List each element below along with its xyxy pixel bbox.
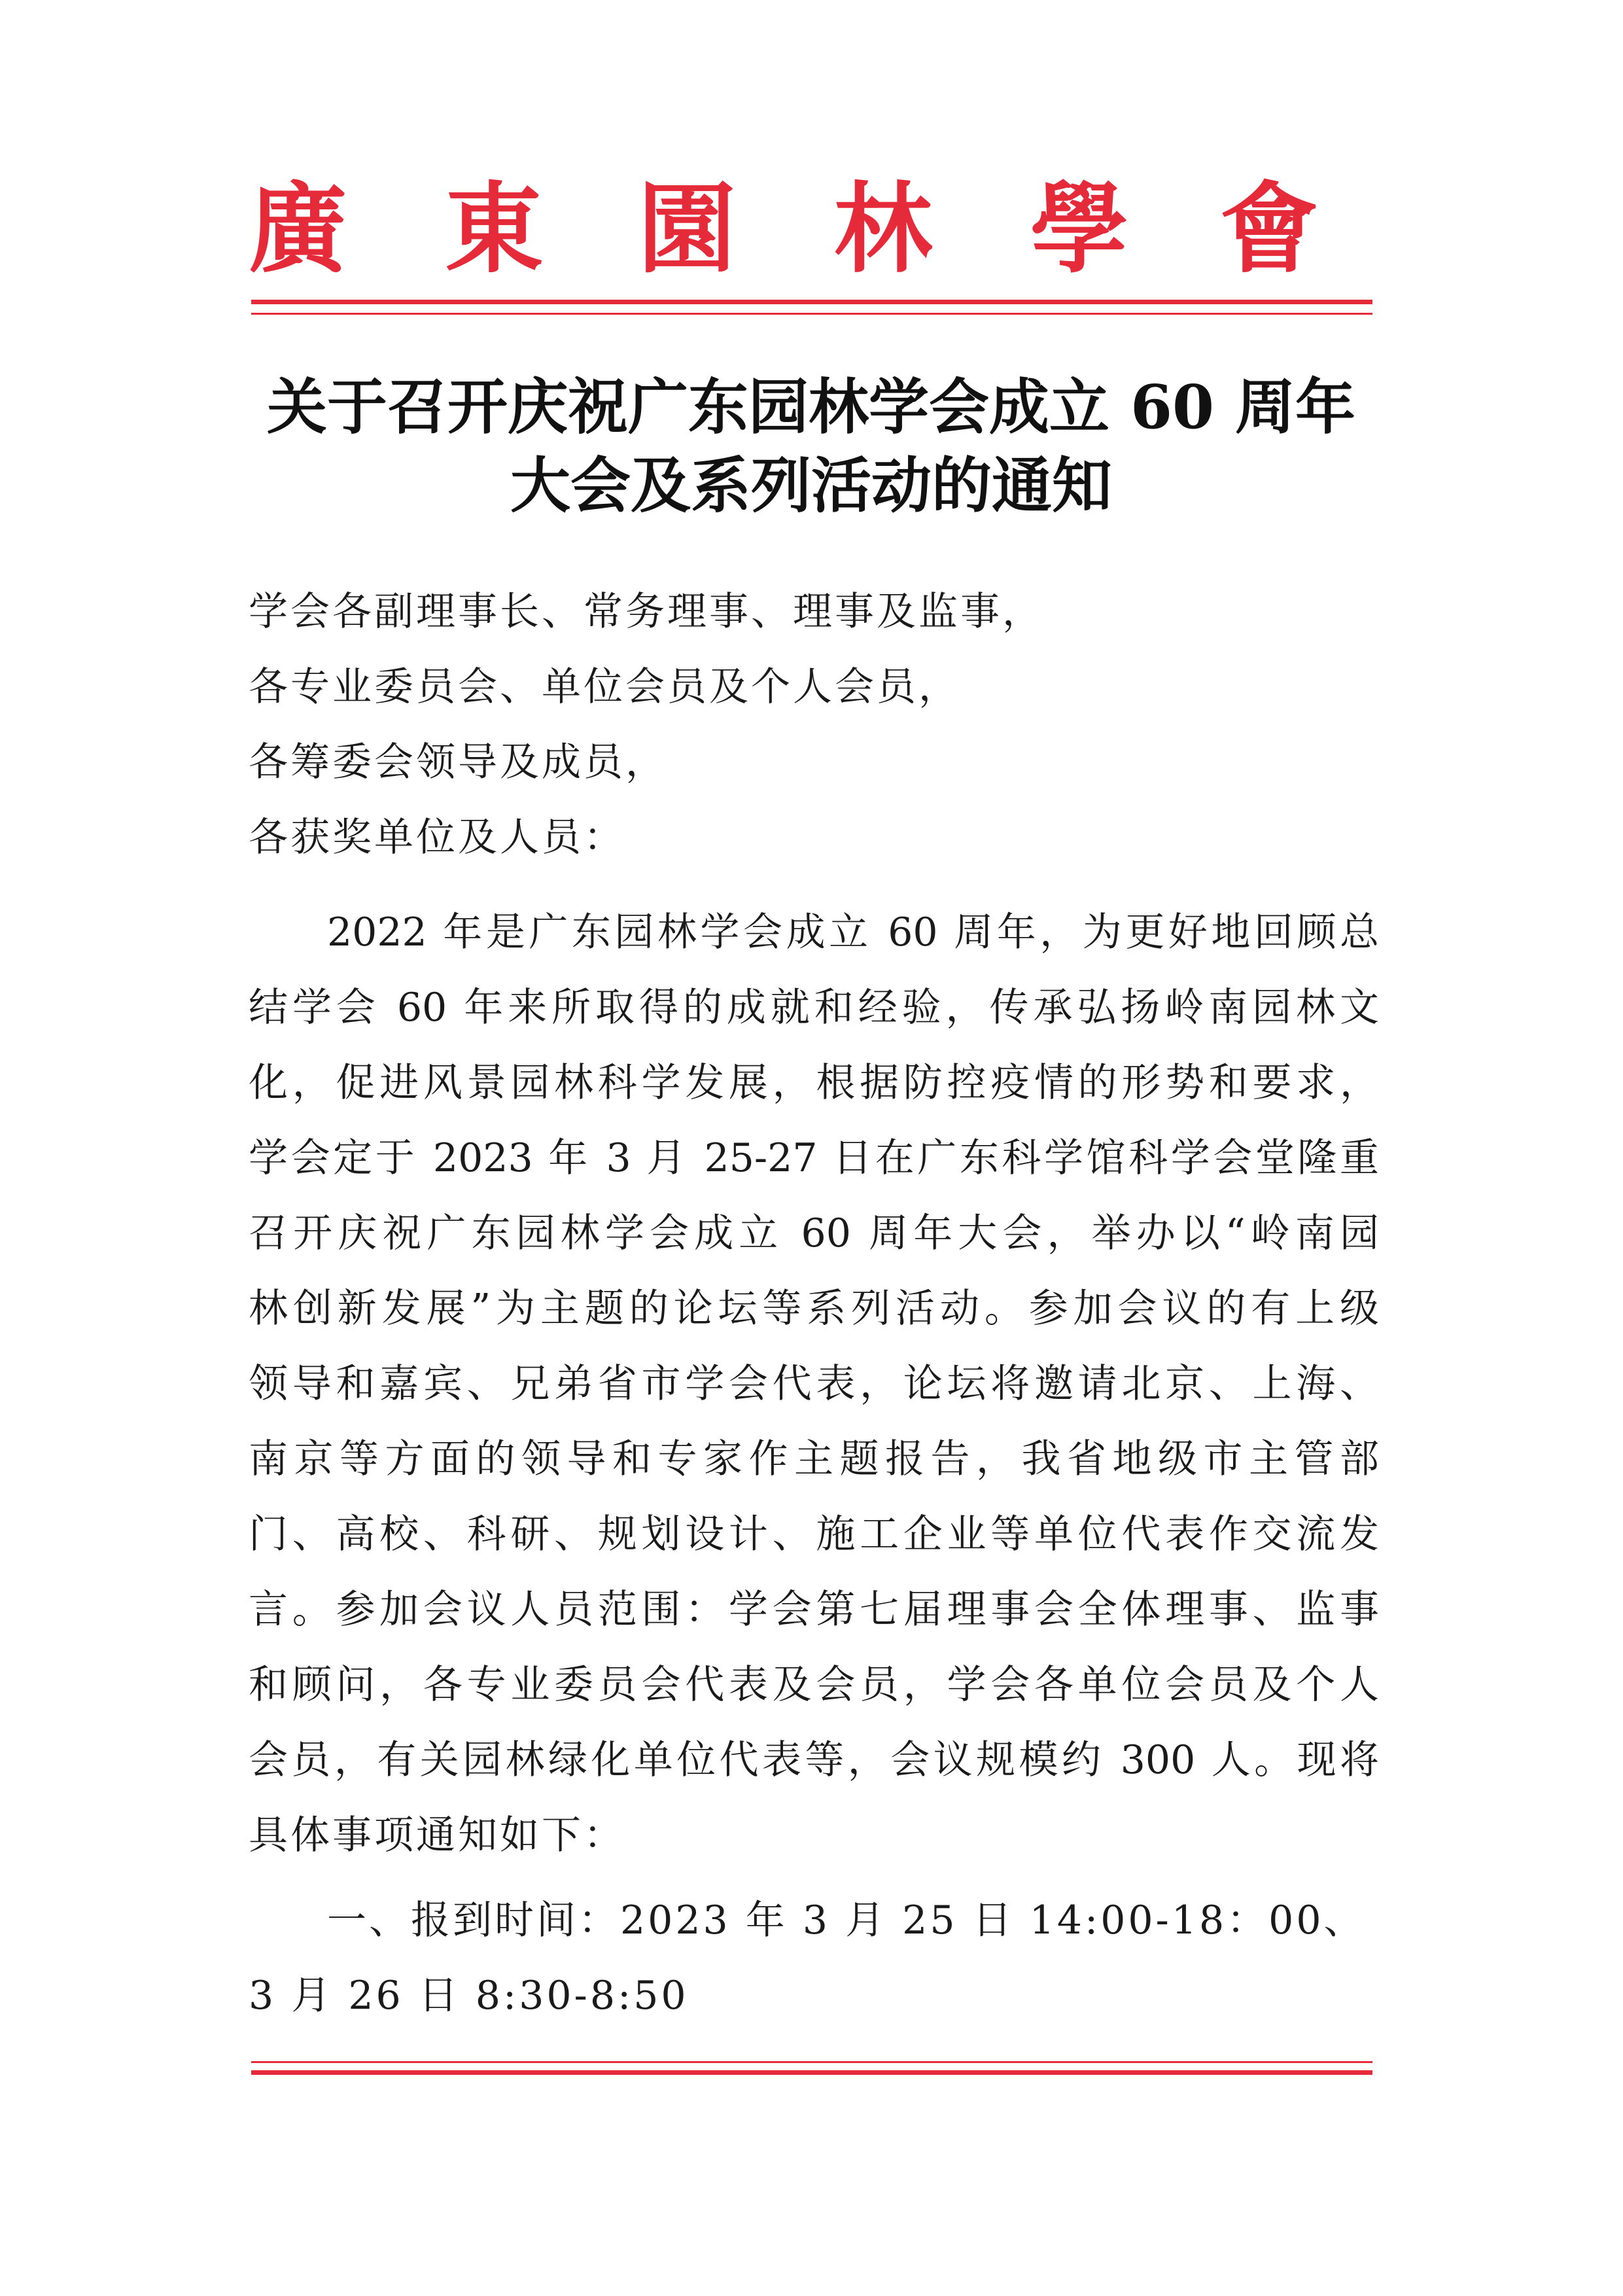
salutation-line: 各专业委员会、单位会员及个人会员，: [249, 664, 960, 710]
salutation-line: 各筹委会领导及成员，: [249, 739, 667, 785]
body-line: 2022 年是广东园林学会成立 60 周年，为更好地回顾总: [327, 910, 1379, 955]
body-line: 南京等方面的领导和专家作主题报告，我省地级市主管部: [249, 1436, 1379, 1482]
item-registration-time-cont: 3 月 26 日 8:30-8:50: [249, 1973, 689, 2019]
letterhead-char: 園: [638, 171, 737, 287]
body-line: 领导和嘉宾、兄弟省市学会代表，论坛将邀请北京、上海、: [249, 1361, 1379, 1407]
item-registration-time: 一、报到时间：2023 年 3 月 25 日 14:00-18：00、: [327, 1898, 1366, 1943]
body-line: 言。参加会议人员范围：学会第七届理事会全体理事、监事: [249, 1587, 1379, 1633]
footer-rule-thick: [251, 2070, 1372, 2075]
body-line: 林创新发展”为主题的论坛等系列活动。参加会议的有上级: [249, 1286, 1379, 1332]
letterhead-char: 學: [1030, 171, 1129, 287]
document-title-line-1: 关于召开庆祝广东园林学会成立 60 周年: [266, 372, 1356, 442]
letterhead-char: 林: [834, 171, 933, 287]
letterhead-char: 廣: [249, 171, 347, 287]
header-rule-thin: [251, 313, 1372, 315]
document-title-line-2: 大会及系列活动的通知: [510, 450, 1112, 521]
body-line: 化，促进风景园林科学发展，根据防控疫情的形势和要求，: [249, 1060, 1379, 1106]
body-line: 会员，有关园林绿化单位代表等，会议规模约 300 人。现将: [249, 1737, 1379, 1783]
letterhead-char: 東: [445, 171, 544, 287]
body-line: 和顾问，各专业委员会代表及会员，学会各单位会员及个人: [249, 1662, 1379, 1708]
body-line: 召开庆祝广东园林学会成立 60 周年大会，举办以“岭南园: [249, 1210, 1379, 1256]
body-line: 结学会 60 年来所取得的成就和经验，传承弘扬岭南园林文: [249, 985, 1379, 1031]
footer-rule-thin: [251, 2061, 1372, 2063]
body-line: 具体事项通知如下：: [249, 1812, 625, 1858]
salutation-line: 学会各副理事长、常务理事、理事及监事，: [249, 589, 1044, 635]
letterhead: [249, 173, 1400, 285]
header-rule-thick: [251, 300, 1372, 304]
body-line: 学会定于 2023 年 3 月 25-27 日在广东科学馆科学会堂隆重: [249, 1135, 1379, 1181]
body-line: 门、高校、科研、规划设计、施工企业等单位代表作交流发: [249, 1511, 1379, 1557]
salutation-line: 各获奖单位及人员：: [249, 815, 625, 860]
letterhead-char: 會: [1220, 171, 1319, 287]
